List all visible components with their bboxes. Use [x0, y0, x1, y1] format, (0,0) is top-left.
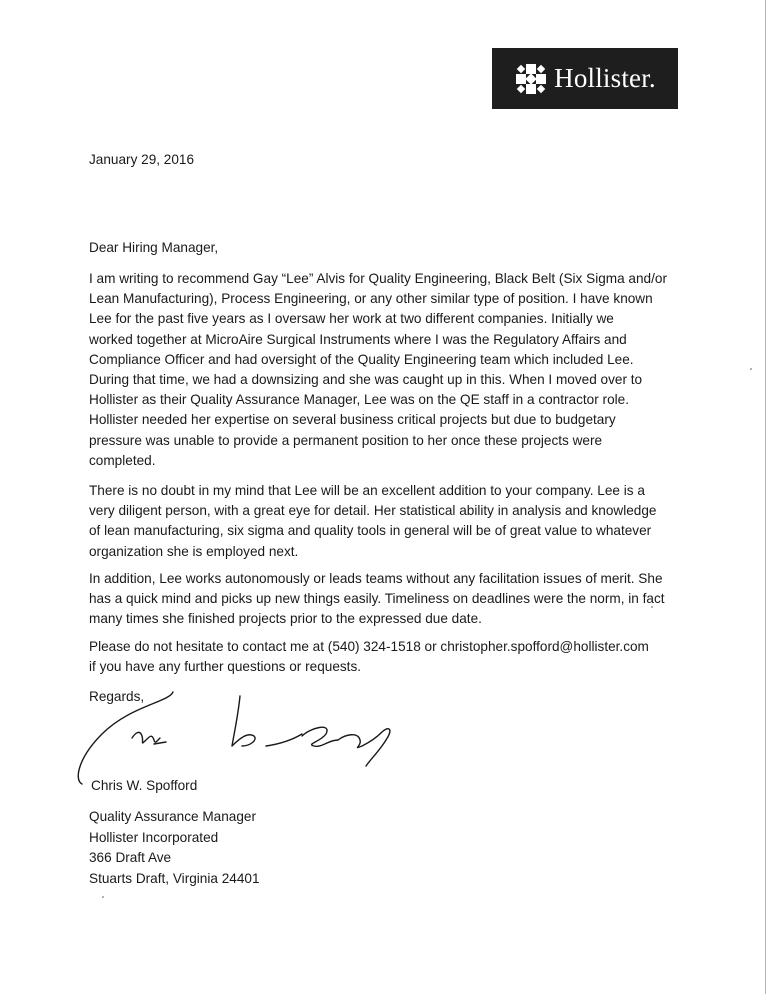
paragraph-4 — [89, 637, 689, 677]
paragraph-3 — [89, 569, 689, 630]
paragraph-line: Please do not hesitate to contact me at (540) 324-1518 or christopher.spofford@hollister.com — [89, 639, 649, 654]
paragraph-2 — [89, 481, 689, 562]
page-edge — [765, 0, 766, 994]
company-name: Hollister. — [554, 63, 656, 93]
scan-speck — [102, 896, 104, 898]
company-logo — [492, 48, 678, 109]
paragraph-line: Compliance Officer and had oversight of the Quality Engineering team which included Lee. — [89, 351, 634, 367]
paragraph-line: completed. — [89, 452, 156, 468]
paragraph-line: In addition, Lee works autonomously or leads teams without any facilitation issues of merit. She — [89, 571, 663, 586]
signer-street: 366 Draft Ave — [89, 850, 172, 866]
scan-speck — [651, 606, 653, 608]
signer-title: Quality Assurance Manager — [89, 809, 256, 824]
paragraph-1 — [89, 269, 689, 471]
paragraph-line: Hollister as their Quality Assurance Manager, Lee was on the QE staff in a contractor role. — [89, 392, 629, 408]
paragraph-line: There is no doubt in my mind that Lee will be an excellent addition to your company. Lee is a — [89, 483, 645, 498]
signer-name: Chris W. Spofford — [91, 778, 198, 793]
salutation: Dear Hiring Manager, — [89, 240, 219, 255]
paragraph-line: very diligent person, with a great eye for detail. Her statistical ability in analysis and knowledge — [89, 503, 657, 519]
signer-details — [89, 807, 260, 889]
closing: Regards, — [89, 689, 145, 704]
paragraph-line: worked together at MicroAire Surgical Instruments where I was the Regulatory Affairs and — [89, 331, 627, 347]
paragraph-line: many times she finished projects prior to the expressed due date. — [89, 611, 482, 627]
paragraph-line: of lean manufacturing, six sigma and quality tools in general will be of great value to whatever — [89, 523, 652, 539]
paragraph-line: During that time, we had a downsizing and she was caught up in this. When I moved over to — [89, 372, 643, 388]
scan-speck — [750, 368, 752, 370]
paragraph-line: organization she is employed next. — [89, 543, 299, 559]
letter-date: January 29, 2016 — [89, 152, 195, 167]
hollister-cross-icon — [514, 62, 548, 96]
paragraph-line: I am writing to recommend Gay “Lee” Alvis for Quality Engineering, Black Belt (Six Sigma and/or — [89, 271, 667, 286]
paragraph-line: if you have any further questions or requests. — [89, 659, 362, 675]
paragraph-line: has a quick mind and picks up new things easily. Timeliness on deadlines were the norm, in fact — [89, 591, 665, 607]
signer-city: Stuarts Draft, Virginia 24401 — [89, 870, 260, 886]
paragraph-line: Lee for the past five years as I oversaw her work at two different companies. Initially we — [89, 311, 614, 327]
paragraph-line: Hollister needed her expertise on several business critical projects but due to budgetary — [89, 412, 616, 428]
paragraph-line: pressure was unable to provide a permanent position to her once these projects were — [89, 432, 603, 448]
signer-company: Hollister Incorporated — [89, 829, 219, 845]
paragraph-line: Lean Manufacturing), Process Engineering, or any other similar type of position. I have known — [89, 291, 653, 307]
